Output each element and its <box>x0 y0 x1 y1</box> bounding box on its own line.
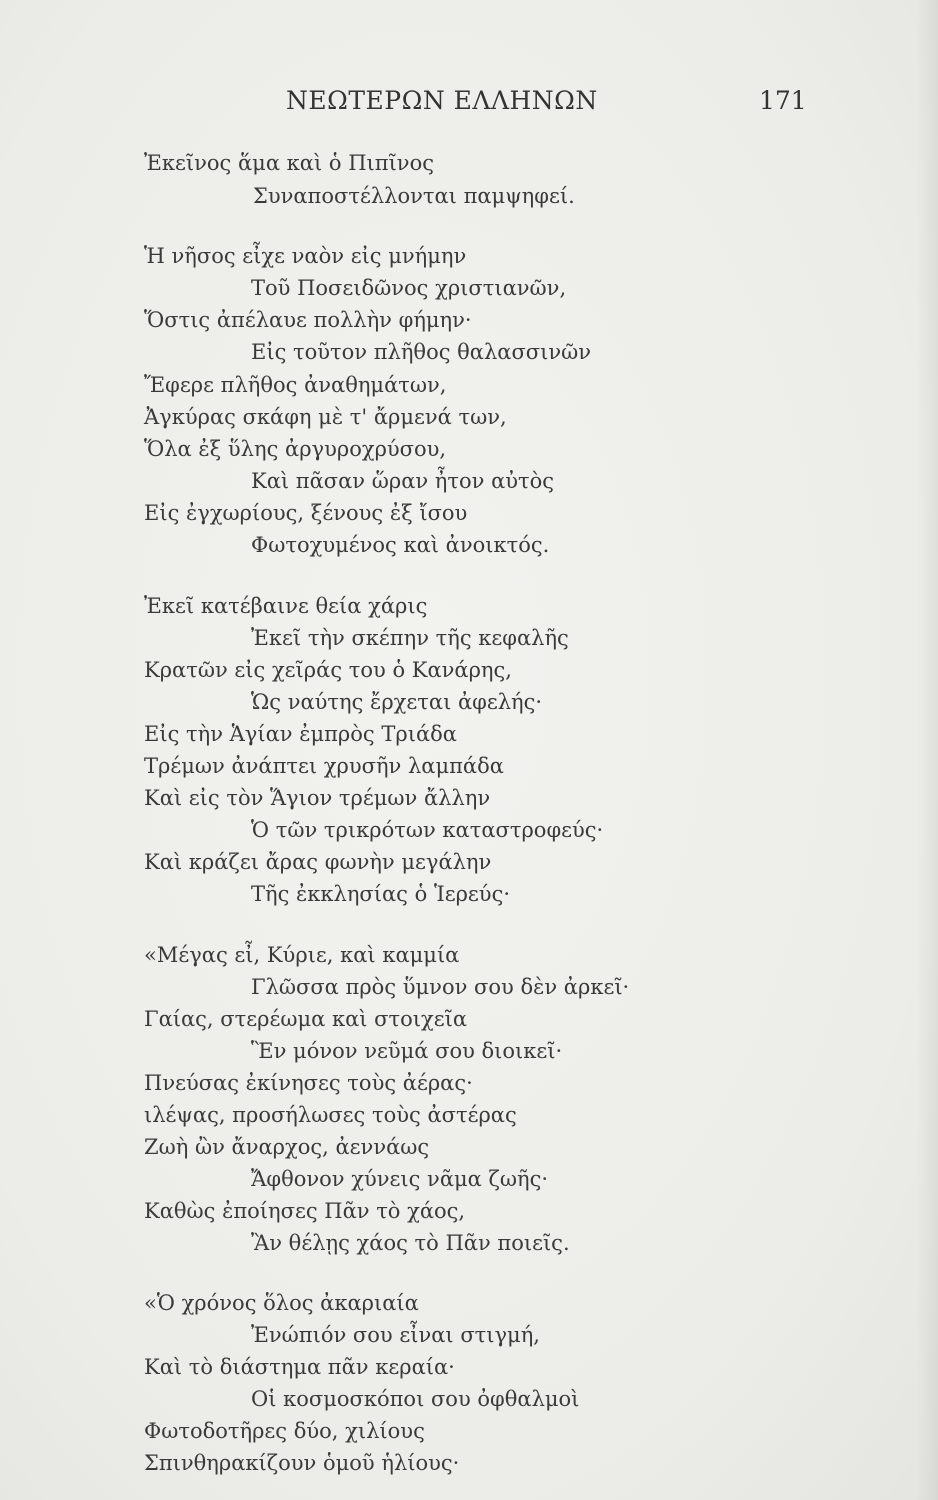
verse-line: Τῆς ἐκκλησίας ὁ Ἱερεύς· <box>251 882 511 906</box>
verse-line: Ἔφερε πλῆθος ἀναθημάτων, <box>144 373 447 397</box>
verse-line: «Μέγας εἶ, Κύριε, καὶ καμμία <box>144 943 460 967</box>
verse-line: Καὶ πᾶσαν ὥραν ἦτον αὐτὸς <box>251 469 555 493</box>
verse-line: ιλέψας, προσήλωσες τοὺς ἀστέρας <box>144 1103 517 1127</box>
verse-line: Πνεύσας ἐκίνησες τοὺς ἀέρας· <box>144 1071 473 1095</box>
verse-line: Ἐκεῖ κατέβαινε θεία χάρις <box>144 594 428 618</box>
verse-line: Σπινθηρακίζουν ὁμοῦ ἡλίους· <box>144 1451 460 1475</box>
verse-line: Καὶ τὸ διάστημα πᾶν κεραία· <box>144 1355 455 1379</box>
running-head: ΝΕΩΤΕΡΩΝ ΕΛΛΗΝΩΝ <box>286 86 598 115</box>
verse-line: Ὡς ναύτης ἔρχεται ἀφελής· <box>251 690 543 714</box>
verse-line: «Ὁ χρόνος ὅλος ἀκαριαία <box>144 1291 419 1315</box>
verse-line: Ἄφθονον χύνεις νᾶμα ζωῆς· <box>251 1167 549 1191</box>
verse-line: Οἱ κοσμοσκόποι σου ὀφθαλμοὶ <box>251 1387 580 1411</box>
page-number: 171 <box>759 86 807 115</box>
verse-line: Ἡ νῆσος εἶχε ναὸν εἰς μνήμην <box>144 244 467 268</box>
verse-line: Γαίας, στερέωμα καὶ στοιχεῖα <box>144 1007 468 1031</box>
show-through-text <box>560 150 930 1350</box>
verse-line: Ζωὴ ὢν ἄναρχος, ἀεννάως <box>144 1135 430 1159</box>
verse-line: Ἂν θέλῃς χάος τὸ Πᾶν ποιεῖς. <box>251 1231 570 1255</box>
verse-line: Τοῦ Ποσειδῶνος χριστιανῶν, <box>251 276 567 300</box>
verse-line: Ἐκεῖνος ἅμα καὶ ὁ Πιπῖνος <box>144 151 434 175</box>
verse-line: Συναποστέλλονται παμψηφεί. <box>253 184 575 208</box>
verse-line: Καὶ εἰς τὸν Ἅγιον τρέμων ἄλλην <box>144 786 491 810</box>
verse-line: Ὅστις ἀπέλαυε πολλὴν φήμην· <box>144 308 472 332</box>
verse-line: Εἰς τοῦτον πλῆθος θαλασσινῶν <box>251 340 592 364</box>
verse-line: Εἰς τὴν Ἁγίαν ἐμπρὸς Τριάδα <box>144 722 457 746</box>
verse-line: Ἓν μόνον νεῦμά σου διοικεῖ· <box>251 1039 563 1063</box>
verse-line: Ἐκεῖ τὴν σκέπην τῆς κεφαλῆς <box>251 626 569 650</box>
verse-line: Ἀγκύρας σκάφη μὲ τ' ἄρμενά των, <box>144 405 507 429</box>
verse-line: Καὶ κράζει ἄρας φωνὴν μεγάλην <box>144 850 492 874</box>
verse-line: Ἐνώπιόν σου εἶναι στιγμή, <box>251 1323 540 1347</box>
verse-line: Εἰς ἐγχωρίους, ξένους ἐξ ἴσου <box>144 501 468 525</box>
verse-line: Τρέμων ἀνάπτει χρυσῆν λαμπάδα <box>144 754 504 778</box>
verse-line: Κρατῶν εἰς χεῖράς του ὁ Κανάρης, <box>144 658 512 682</box>
verse-line: Φωτοχυμένος καὶ ἀνοικτός. <box>251 533 550 557</box>
verse-line: Φωτοδοτῆρες δύο, χιλίους <box>144 1419 425 1443</box>
page-edge-shadow <box>916 0 938 1500</box>
verse-line: Γλῶσσα πρὸς ὕμνον σου δὲν ἀρκεῖ· <box>251 975 630 999</box>
verse-line: Ὅλα ἐξ ὕλης ἀργυροχρύσου, <box>144 437 447 461</box>
verse-line: Καθὼς ἐποίησες Πᾶν τὸ χάος, <box>144 1199 466 1223</box>
verse-line: Ὁ τῶν τρικρότων καταστροφεύς· <box>251 818 604 842</box>
